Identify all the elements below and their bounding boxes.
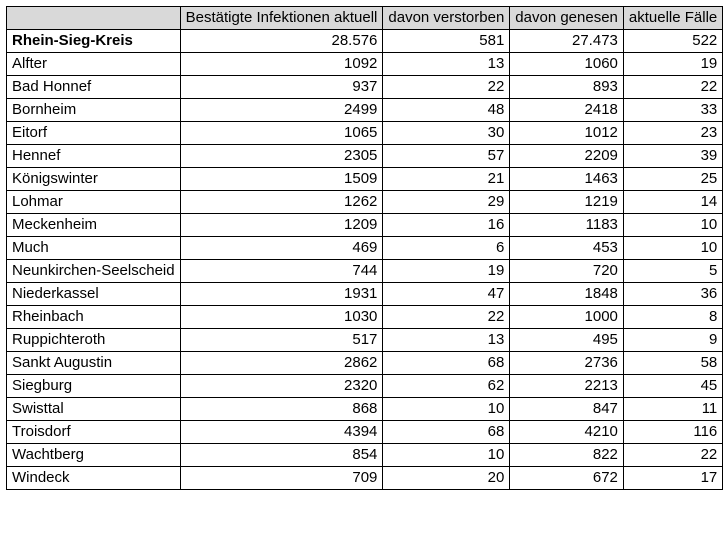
confirmed-cell: 868 — [180, 398, 383, 421]
recovered-cell: 2418 — [510, 99, 624, 122]
table-row — [7, 375, 723, 398]
table-row — [7, 53, 723, 76]
table-row — [7, 306, 723, 329]
header-confirmed: Bestätigte Infektionen aktuell — [180, 7, 383, 30]
confirmed-cell: 1262 — [180, 191, 383, 214]
municipality-name: Sankt Augustin — [7, 352, 181, 375]
recovered-cell: 1463 — [510, 168, 624, 191]
table-row — [7, 99, 723, 122]
recovered-cell: 893 — [510, 76, 624, 99]
confirmed-cell: 937 — [180, 76, 383, 99]
active-cell: 19 — [623, 53, 722, 76]
recovered-cell: 720 — [510, 260, 624, 283]
deceased-cell: 19 — [383, 260, 510, 283]
confirmed-cell: 2305 — [180, 145, 383, 168]
header-municipality — [7, 7, 181, 30]
table-row — [7, 283, 723, 306]
deceased-cell: 6 — [383, 237, 510, 260]
deceased-cell: 30 — [383, 122, 510, 145]
active-cell: 58 — [623, 352, 722, 375]
active-cell: 17 — [623, 467, 722, 490]
deceased-cell: 10 — [383, 398, 510, 421]
confirmed-cell: 854 — [180, 444, 383, 467]
recovered-cell: 1848 — [510, 283, 624, 306]
municipality-name: Rheinbach — [7, 306, 181, 329]
confirmed-cell: 744 — [180, 260, 383, 283]
table-row — [7, 145, 723, 168]
confirmed-cell: 1092 — [180, 53, 383, 76]
confirmed-cell: 469 — [180, 237, 383, 260]
recovered-cell: 4210 — [510, 421, 624, 444]
deceased-cell: 22 — [383, 306, 510, 329]
deceased-cell: 16 — [383, 214, 510, 237]
confirmed-cell: 1209 — [180, 214, 383, 237]
confirmed-cell: 2862 — [180, 352, 383, 375]
municipality-name: Bad Honnef — [7, 76, 181, 99]
municipality-name: Lohmar — [7, 191, 181, 214]
table-row — [7, 421, 723, 444]
total-name: Rhein-Sieg-Kreis — [7, 30, 181, 53]
municipality-name: Siegburg — [7, 375, 181, 398]
municipality-name: Hennef — [7, 145, 181, 168]
municipality-name: Eitorf — [7, 122, 181, 145]
deceased-cell: 68 — [383, 421, 510, 444]
active-cell: 116 — [623, 421, 722, 444]
table-row — [7, 329, 723, 352]
total-confirmed: 28.576 — [180, 30, 383, 53]
deceased-cell: 20 — [383, 467, 510, 490]
active-cell: 25 — [623, 168, 722, 191]
active-cell: 5 — [623, 260, 722, 283]
active-cell: 22 — [623, 444, 722, 467]
deceased-cell: 47 — [383, 283, 510, 306]
deceased-cell: 57 — [383, 145, 510, 168]
total-row — [7, 30, 723, 53]
active-cell: 11 — [623, 398, 722, 421]
deceased-cell: 22 — [383, 76, 510, 99]
recovered-cell: 2736 — [510, 352, 624, 375]
recovered-cell: 847 — [510, 398, 624, 421]
deceased-cell: 10 — [383, 444, 510, 467]
header-deceased: davon verstorben — [383, 7, 510, 30]
confirmed-cell: 4394 — [180, 421, 383, 444]
municipality-name: Much — [7, 237, 181, 260]
deceased-cell: 13 — [383, 329, 510, 352]
confirmed-cell: 1931 — [180, 283, 383, 306]
municipality-name: Bornheim — [7, 99, 181, 122]
municipality-name: Windeck — [7, 467, 181, 490]
confirmed-cell: 2499 — [180, 99, 383, 122]
recovered-cell: 1012 — [510, 122, 624, 145]
recovered-cell: 2213 — [510, 375, 624, 398]
header-recovered: davon genesen — [510, 7, 624, 30]
municipality-name: Königswinter — [7, 168, 181, 191]
recovered-cell: 1000 — [510, 306, 624, 329]
confirmed-cell: 1509 — [180, 168, 383, 191]
recovered-cell: 2209 — [510, 145, 624, 168]
infection-table — [6, 6, 723, 490]
active-cell: 10 — [623, 237, 722, 260]
confirmed-cell: 2320 — [180, 375, 383, 398]
deceased-cell: 21 — [383, 168, 510, 191]
municipality-name: Alfter — [7, 53, 181, 76]
table-row — [7, 398, 723, 421]
table-row — [7, 467, 723, 490]
active-cell: 8 — [623, 306, 722, 329]
confirmed-cell: 1065 — [180, 122, 383, 145]
recovered-cell: 822 — [510, 444, 624, 467]
deceased-cell: 48 — [383, 99, 510, 122]
recovered-cell: 1060 — [510, 53, 624, 76]
deceased-cell: 13 — [383, 53, 510, 76]
table-row — [7, 237, 723, 260]
recovered-cell: 1219 — [510, 191, 624, 214]
active-cell: 14 — [623, 191, 722, 214]
confirmed-cell: 709 — [180, 467, 383, 490]
table-row — [7, 191, 723, 214]
municipality-name: Wachtberg — [7, 444, 181, 467]
deceased-cell: 29 — [383, 191, 510, 214]
table-row — [7, 444, 723, 467]
active-cell: 39 — [623, 145, 722, 168]
header-active: aktuelle Fälle — [623, 7, 722, 30]
deceased-cell: 68 — [383, 352, 510, 375]
total-active: 522 — [623, 30, 722, 53]
table-row — [7, 122, 723, 145]
active-cell: 22 — [623, 76, 722, 99]
municipality-name: Meckenheim — [7, 214, 181, 237]
total-recovered: 27.473 — [510, 30, 624, 53]
recovered-cell: 453 — [510, 237, 624, 260]
active-cell: 23 — [623, 122, 722, 145]
municipality-name: Niederkassel — [7, 283, 181, 306]
table-row — [7, 214, 723, 237]
active-cell: 45 — [623, 375, 722, 398]
deceased-cell: 62 — [383, 375, 510, 398]
recovered-cell: 495 — [510, 329, 624, 352]
recovered-cell: 672 — [510, 467, 624, 490]
table-row — [7, 260, 723, 283]
total-deceased: 581 — [383, 30, 510, 53]
municipality-name: Troisdorf — [7, 421, 181, 444]
municipality-name: Ruppichteroth — [7, 329, 181, 352]
active-cell: 10 — [623, 214, 722, 237]
recovered-cell: 1183 — [510, 214, 624, 237]
active-cell: 33 — [623, 99, 722, 122]
table-row — [7, 352, 723, 375]
table-row — [7, 76, 723, 99]
table-row — [7, 168, 723, 191]
municipality-name: Swisttal — [7, 398, 181, 421]
municipality-name: Neunkirchen-Seelscheid — [7, 260, 181, 283]
active-cell: 9 — [623, 329, 722, 352]
confirmed-cell: 1030 — [180, 306, 383, 329]
confirmed-cell: 517 — [180, 329, 383, 352]
header-row — [7, 7, 723, 30]
active-cell: 36 — [623, 283, 722, 306]
